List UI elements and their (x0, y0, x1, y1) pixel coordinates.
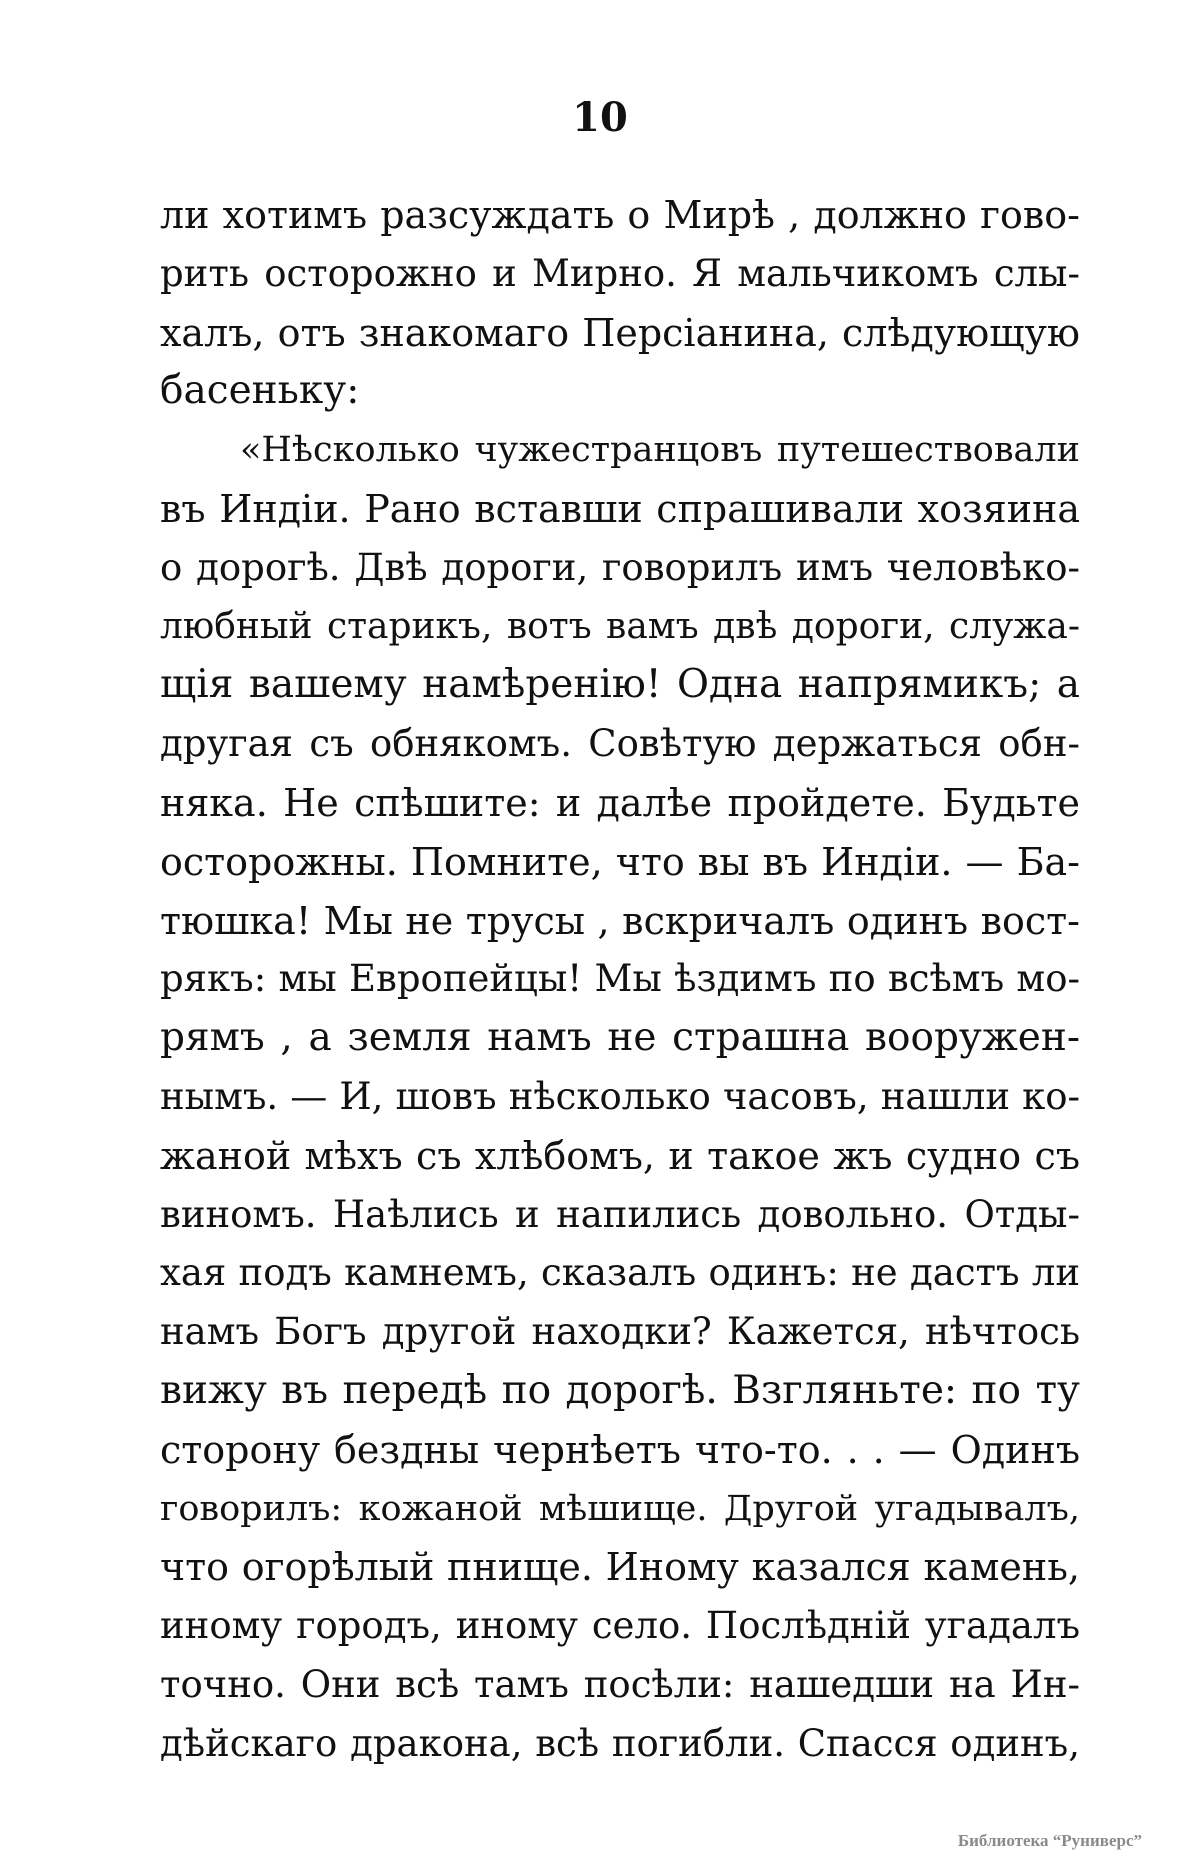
text-line: осторожны. Помните, что вы въ Индіи. — Ба- (160, 839, 1080, 884)
text-line: халъ, отъ знакомаго Персіанина, слѣдующую (160, 310, 1080, 355)
text-line: дѣйскаго дракона, всѣ погибли. Спасся одинъ, (160, 1721, 1080, 1765)
text-line: намъ Богъ другой находки? Кажется, нѣчтось (160, 1310, 1080, 1354)
text-line: что огорѣлый пнище. Иному казался камень, (160, 1545, 1080, 1590)
text-line: тюшка! Мы не трусы , вскричалъ одинъ вост- (160, 898, 1080, 943)
text-line: рякъ: мы Европейцы! Мы ѣздимъ по всѣмъ мо- (160, 957, 1080, 1001)
text-line: вижу въ передѣ по дорогѣ. Взгляньте: по ту (160, 1367, 1080, 1413)
text-line: любный старикъ, вотъ вамъ двѣ дороги, служа- (160, 605, 1080, 647)
text-line: рямъ , а земля намъ не страшна вооружен- (160, 1015, 1080, 1061)
text-line: виномъ. Наѣлись и напились довольно. Отды- (160, 1192, 1080, 1236)
text-line: нымъ. — И, шовъ нѣсколько часовъ, нашли ко- (160, 1074, 1080, 1118)
library-watermark: Библиотека “Руниверс” (957, 1831, 1142, 1850)
text-line: говорилъ: кожаной мѣшище. Другой угадывалъ, (160, 1488, 1080, 1529)
text-line: щія вашему намѣренію! Одна напрямикъ; а (160, 662, 1080, 708)
text-line: жаной мѣхъ съ хлѣбомъ, и такое жъ судно съ (160, 1133, 1080, 1178)
text-line: точно. Они всѣ тамъ посѣли: нашедши на Ин- (160, 1662, 1080, 1706)
text-line: другая съ обнякомъ. Совѣтую держаться обн- (160, 722, 1080, 766)
text-line: въ Индіи. Рано вставши спрашивали хозяина (160, 486, 1080, 531)
text-line: «Нѣсколько чужестранцовъ путешествовали (240, 430, 1080, 471)
text-line: хая подъ камнемъ, сказалъ одинъ: не дастъ ли (160, 1251, 1080, 1295)
page-number: 10 (572, 94, 628, 141)
text-line: рить осторожно и Мирно. Я мальчикомъ слы- (160, 251, 1080, 295)
text-line: няка. Не спѣшите: и далѣе пройдете. Будьте (160, 780, 1080, 825)
text-line: сторону бездны чернѣетъ что-то. . . — Одинъ (160, 1427, 1080, 1472)
text-line: ли хотимъ разсуждать о Мирѣ , должно гово- (160, 193, 1080, 237)
text-line: о дорогѣ. Двѣ дороги, говорилъ имъ человѣко- (160, 545, 1080, 589)
text-line: иному городъ, иному село. Послѣдній угадалъ (160, 1604, 1080, 1648)
text-line: басеньку: (160, 368, 360, 414)
body-text (160, 186, 1080, 1774)
